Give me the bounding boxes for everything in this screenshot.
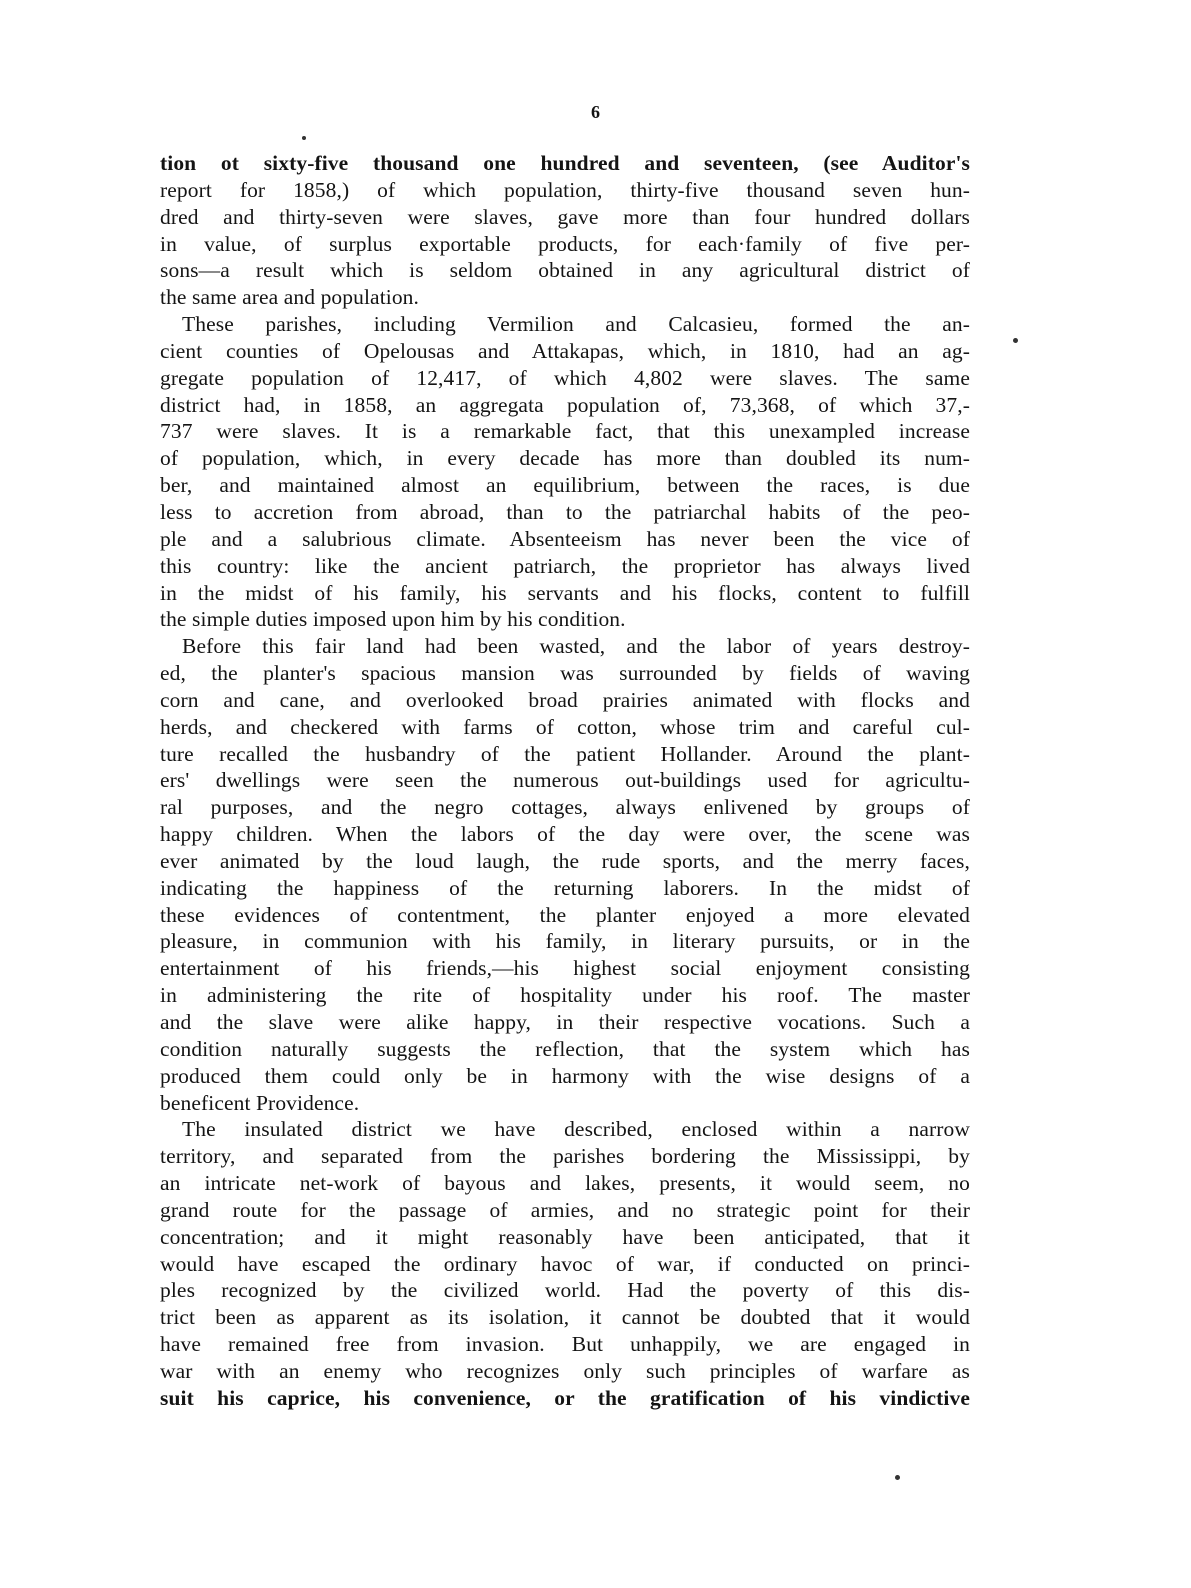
text-line: war with an enemy who recognizes only such principles of warfare as — [160, 1358, 970, 1383]
text-line: and the slave were alike happy, in their respective vocations. Such a — [160, 1010, 970, 1034]
text-line: concentration; and it might reasonably have been anticipated, that it — [160, 1224, 970, 1249]
text-line: ever animated by the loud laugh, the rude sports, and the merry faces, — [160, 848, 970, 873]
text-line: the simple duties imposed upon him by his condition. — [160, 607, 626, 632]
text-line: indicating the happiness of the returning laborers. In the midst of — [160, 875, 970, 900]
text-line: the same area and population. — [160, 285, 420, 310]
body-text — [160, 150, 970, 1412]
text-line: grand route for the passage of armies, and no strategic point for their — [160, 1197, 970, 1222]
text-line: ples recognized by the civilized world. Had the poverty of this dis- — [160, 1278, 970, 1303]
text-line: ple and a salubrious climate. Absenteeism has never been the vice of — [160, 526, 970, 551]
text-line: an intricate net-work of bayous and lakes, presents, it would seem, no — [160, 1171, 970, 1196]
text-line: 737 were slaves. It is a remarkable fact, that this unexampled increase — [160, 419, 970, 444]
text-line: The insulated district we have described, enclosed within a narrow — [182, 1117, 970, 1142]
text-line: less to accretion from abroad, than to the patriarchal habits of the peo- — [160, 499, 970, 524]
text-line: district had, in 1858, an aggregata population of, 73,368, of which 37,- — [160, 392, 970, 417]
ink-speck — [1013, 338, 1018, 343]
text-line: happy children. When the labors of the day were over, the scene was — [160, 822, 970, 847]
text-line: territory, and separated from the parishes bordering the Mississippi, by — [160, 1144, 970, 1169]
text-line: ed, the planter's spacious mansion was surrounded by fields of waving — [160, 661, 970, 686]
text-line: of population, which, in every decade has more than doubled its num- — [160, 446, 970, 471]
text-line: in the midst of his family, his servants and his flocks, content to fulfill — [160, 580, 970, 605]
text-line: beneficent Providence. — [160, 1090, 360, 1115]
text-line: corn and cane, and overlooked broad prairies animated with flocks and — [160, 687, 970, 712]
text-line: gregate population of 12,417, of which 4,802 were slaves. The same — [160, 365, 970, 390]
ink-speck — [895, 1475, 900, 1480]
text-line: sons—a result which is seldom obtained in any agricultural district of — [160, 258, 970, 283]
ink-speck — [302, 136, 306, 140]
text-line: dred and thirty-seven were slaves, gave more than four hundred dollars — [160, 204, 970, 229]
text-line: ture recalled the husbandry of the patient Hollander. Around the plant- — [160, 741, 970, 766]
text-line: pleasure, in communion with his family, in literary pursuits, or in the — [160, 929, 970, 954]
text-line: These parishes, including Vermilion and Calcasieu, formed the an- — [182, 312, 970, 337]
text-line: Before this fair land had been wasted, and the labor of years destroy- — [182, 634, 970, 659]
text-line: ber, and maintained almost an equilibrium, between the races, is due — [160, 473, 970, 498]
text-line: ral purposes, and the negro cottages, always enlivened by groups of — [160, 795, 970, 820]
text-line: produced them could only be in harmony with the wise designs of a — [160, 1063, 970, 1088]
text-line: report for 1858,) of which population, thirty-five thousand seven hun- — [160, 177, 970, 202]
text-line: tion ot sixty-five thousand one hundred and seventeen, (see Auditor's — [160, 151, 970, 175]
text-line: this country: like the ancient patriarch, the proprietor has always lived — [160, 553, 970, 578]
text-line: herds, and checkered with farms of cotton, whose trim and careful cul- — [160, 714, 970, 739]
text-line: cient counties of Opelousas and Attakapas, which, in 1810, had an ag- — [160, 338, 970, 363]
text-line: in value, of surplus exportable products, for each·family of five per- — [160, 231, 970, 256]
text-line: in administering the rite of hospitality under his roof. The master — [160, 983, 970, 1008]
text-line: these evidences of contentment, the planter enjoyed a more elevated — [160, 902, 970, 927]
text-line: condition naturally suggests the reflection, that the system which has — [160, 1036, 970, 1061]
page-number: 6 — [591, 102, 600, 122]
text-line: have remained free from invasion. But unhappily, we are engaged in — [160, 1332, 970, 1357]
text-line: suit his caprice, his convenience, or the gratification of his vindictive — [160, 1385, 970, 1410]
text-line: entertainment of his friends,—his highest social enjoyment consisting — [160, 956, 970, 981]
text-line: would have escaped the ordinary havoc of war, if conducted on princi- — [160, 1251, 970, 1276]
text-line: ers' dwellings were seen the numerous out-buildings used for agricultu- — [160, 768, 970, 793]
text-line: trict been as apparent as its isolation, it cannot be doubted that it would — [160, 1305, 970, 1330]
